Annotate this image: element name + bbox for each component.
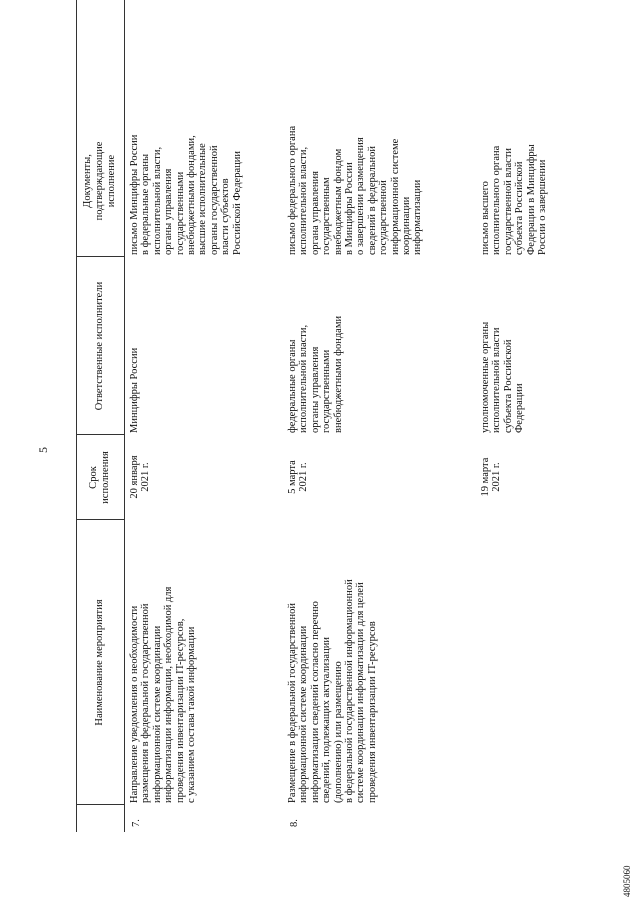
row-responsible: уполномоченные органы исполнительной власти субъекта Российской Федерации [480, 321, 526, 433]
row-responsible: Минцифры России [129, 347, 140, 433]
row-deadline: 19 марта 2021 г. [480, 457, 503, 497]
row-number: 7. [131, 819, 142, 827]
page-number: 5 [36, 447, 50, 453]
row-documents: письмо Минцифры России в федеральные органы исполнительной власти, органы управления государственными внебюджетными фондами, высшие исполнительные органы государственной власти субъектов Российской Федерации [129, 134, 243, 255]
header-responsible: Ответственные исполнители [94, 281, 105, 411]
table-header-rule [124, 0, 125, 832]
table-top-rule [76, 0, 77, 832]
row-deadline: 20 января 2021 г. [129, 455, 152, 499]
row-documents: письмо высшего исполнительного органа государственной власти субъекта Российской Федерации в Минцифры России о завершении [480, 144, 549, 255]
row-responsible: федеральные органы исполнительной власти, органы управления государственными внебюджетными фондами [287, 315, 344, 433]
row-number: 8. [289, 819, 300, 827]
header-deadline: Срок исполнения [88, 451, 111, 504]
row-name: Направление уведомления о необходимости размещения в федеральной государственной информационной системе координации информатизации информации, необходимой для проведения инвентаризации IT-ресурсов, с указанием состава такой информации [129, 586, 198, 803]
header-number [78, 805, 122, 832]
header-name: Наименование мероприятия [94, 599, 105, 726]
row-deadline: 5 марта 2021 г. [287, 460, 310, 494]
row-name: Размещение в федеральной государственной информационной системе координации информатизации сведений согласно перечню сведений, подлежащих актуализации (дополнению) или размещению в федеральной государственной информационной системе координации информатизации для целей проведения инвентаризации IT-ресурсов [287, 579, 378, 803]
header-documents: Документы, подтверждающие исполнение [82, 141, 117, 221]
row-documents: письмо федерального органа исполнительной власти, органа управления государственным внебюджетным фондом в Минцифры России о завершении размещения сведений в федеральной государственной информационной системе координации информатизации [287, 125, 424, 255]
document-id: 4805060 [622, 865, 632, 897]
